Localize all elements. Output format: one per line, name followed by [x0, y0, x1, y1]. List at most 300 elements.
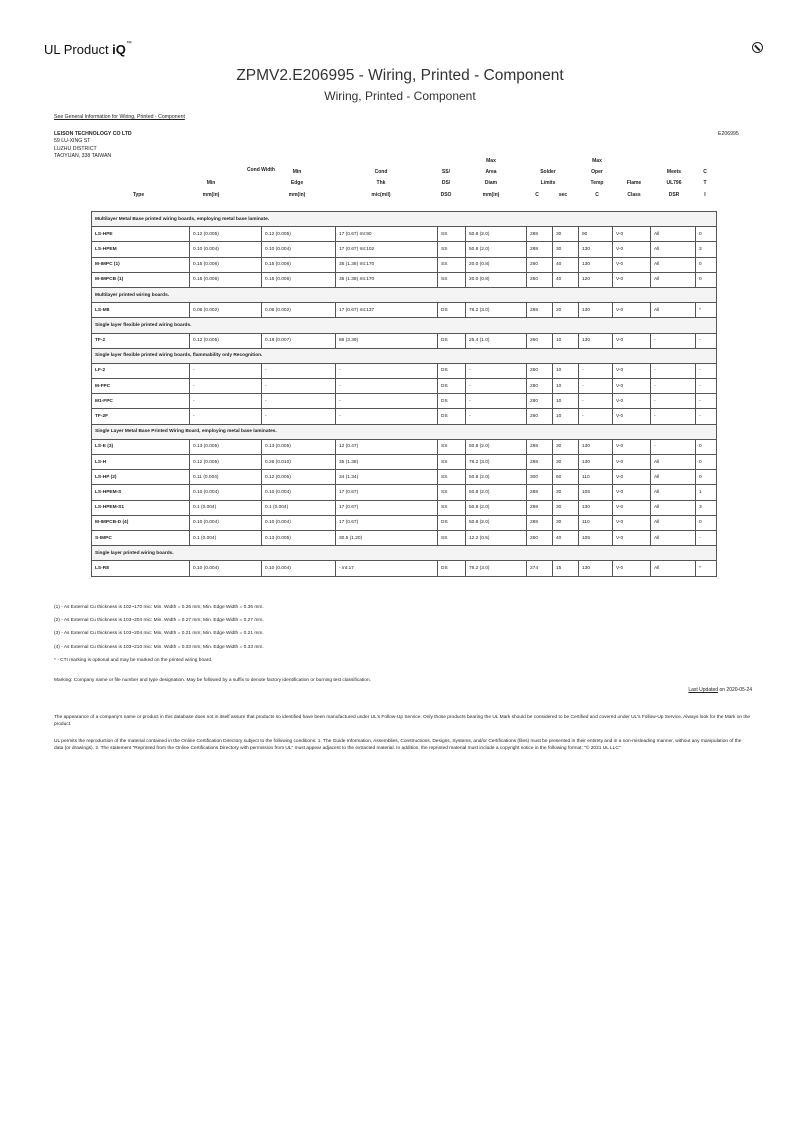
table-cell: 50.8 (2.0): [466, 470, 527, 485]
table-cell: 130: [579, 561, 613, 576]
table-cell: 35 (1.38) Int:170: [336, 272, 438, 287]
table-cell: DS: [438, 394, 466, 409]
table-cell: 35 (1.38): [336, 455, 438, 470]
table-cell: 0.18 (0.007): [262, 333, 336, 348]
table-cell: 0.12 (0.005): [262, 227, 336, 242]
table-cell: 130: [579, 333, 613, 348]
table-row: [92, 257, 717, 272]
page-subtitle: Wiring, Printed - Component: [324, 89, 476, 103]
table-cell: *: [696, 303, 717, 318]
table-cell: 105: [579, 485, 613, 500]
table-cell: 288: [527, 227, 553, 242]
company-address-line: 59 LU-XING ST: [54, 138, 91, 145]
table-cell: DS: [438, 363, 466, 378]
table-cell: -: [190, 379, 262, 394]
table-cell: DS: [438, 303, 466, 318]
table-cell: 0.10 (0.004): [262, 485, 336, 500]
table-cell: 0.15 (0.006): [262, 257, 336, 272]
table-cell: SS: [438, 257, 466, 272]
table-cell: -: [190, 394, 262, 409]
table-cell: -: [696, 333, 717, 348]
marking-text: Marking: Company name or file number and type designation. May be followed by a suffix to denote factory identification or burning test classification.: [54, 678, 371, 683]
table-row: [92, 530, 717, 545]
table-cell: - Int:17: [336, 561, 438, 576]
table-cell: All: [651, 257, 696, 272]
table-cell: 288: [527, 455, 553, 470]
table-cell: SS: [438, 485, 466, 500]
table-cell: 30: [553, 515, 579, 530]
type-cell: LS-M8: [92, 303, 190, 318]
table-cell: 0.10 (0.004): [190, 515, 262, 530]
table-cell: SS: [438, 272, 466, 287]
table-cell: 76.2 (3.0): [466, 455, 527, 470]
header-diam: Diam: [484, 180, 498, 186]
table-section-row: [92, 318, 717, 333]
table-cell: 25.4 (1.0): [466, 333, 527, 348]
table-cell: All: [651, 272, 696, 287]
table-cell: 0: [696, 455, 717, 470]
header-cond: Cond: [374, 169, 388, 175]
section-title: Multilayer Metal Base printed wiring boards, employing metal base laminate.: [92, 212, 717, 227]
table-cell: -: [336, 394, 438, 409]
table-cell: 288: [527, 242, 553, 257]
table-section-row: [92, 287, 717, 302]
table-cell: 10: [553, 379, 579, 394]
table-cell: -: [466, 379, 527, 394]
table-row: [92, 470, 717, 485]
table-cell: V-0: [613, 379, 651, 394]
header-cond-width: Cond Width: [246, 167, 275, 173]
table-cell: 20.0 (0.8): [466, 257, 527, 272]
table-row: [92, 515, 717, 530]
table-cell: 3: [696, 500, 717, 515]
table-cell: 17 (0.67) Int:90: [336, 227, 438, 242]
table-cell: 30: [553, 500, 579, 515]
table-cell: 130: [579, 455, 613, 470]
table-cell: All: [651, 485, 696, 500]
table-cell: 130: [579, 439, 613, 454]
table-cell: -: [651, 333, 696, 348]
table-cell: 260: [527, 530, 553, 545]
table-cell: 1: [696, 485, 717, 500]
section-title: Single layer flexible printed wiring boards.: [92, 318, 717, 333]
type-cell: M-FPC: [92, 379, 190, 394]
type-cell: LS-HP (2): [92, 470, 190, 485]
table-cell: DS: [438, 515, 466, 530]
type-cell: M-IMPC (1): [92, 257, 190, 272]
table-cell: 0.13 (0.005): [190, 439, 262, 454]
footnote: (4) - As External Cu thickness is 103~210 mic: Min. Width = 0.33 mm; Min. Edge Width = 0.33 mm.: [54, 644, 264, 650]
header-temp: Temp: [590, 180, 604, 186]
table-cell: SS: [438, 470, 466, 485]
table-cell: 0.12 (0.005): [190, 333, 262, 348]
brand-trademark: ™: [125, 41, 132, 47]
table-cell: 0.1 (0.004): [190, 500, 262, 515]
table-cell: 10: [553, 363, 579, 378]
table-cell: 30: [553, 485, 579, 500]
table-cell: V-0: [613, 409, 651, 424]
table-cell: 0.1 (0.004): [190, 530, 262, 545]
table-cell: 0.12 (0.005): [262, 470, 336, 485]
table-cell: 40: [553, 272, 579, 287]
table-row: [92, 242, 717, 257]
table-row: [92, 500, 717, 515]
table-cell: All: [651, 515, 696, 530]
brand-text: UL Product: [44, 42, 113, 57]
table-cell: 60: [553, 470, 579, 485]
table-row: [92, 455, 717, 470]
table-cell: -: [651, 379, 696, 394]
table-row: [92, 272, 717, 287]
header-dso: DSO: [440, 192, 452, 198]
table-cell: 20: [553, 303, 579, 318]
table-cell: -: [336, 363, 438, 378]
header-thk: Thk: [376, 180, 386, 186]
table-cell: V-0: [613, 257, 651, 272]
table-cell: 288: [527, 485, 553, 500]
table-cell: 130: [579, 242, 613, 257]
table-cell: 34 (1.34): [336, 470, 438, 485]
table-row: [92, 303, 717, 318]
footnote: (1) - As External Cu thickness is 102~170 mic: Min. Width = 0.26 mm; Min. Edge Width = 0.36 mm.: [54, 605, 264, 610]
table-cell: 40: [553, 530, 579, 545]
table-cell: 0.10 (0.004): [262, 242, 336, 257]
table-cell: 0.10 (0.004): [262, 561, 336, 576]
table-cell: All: [651, 227, 696, 242]
table-row: [92, 561, 717, 576]
table-cell: 17 (0.67): [336, 500, 438, 515]
header-max: Max: [486, 158, 496, 164]
last-updated-link[interactable]: Last Updated: [688, 687, 719, 693]
table-cell: 90: [579, 227, 613, 242]
table-cell: DS: [438, 409, 466, 424]
table-cell: SS: [438, 242, 466, 257]
table-cell: SS: [438, 227, 466, 242]
disclaimer-reproduction: UL permits the reproduction of the material contained in the Online Certification Directory subject to the following conditions: 1. The Guide Information, Assemblies, Constructions, Designs, Systems, and/or Certifications (files) must be presented in their entirety and in a non-misleading manner, without any manipulation of the data (or drawings). 2. The statement "Reprinted from the Online Certifications Directory with permission from UL" must appear adjacent to the extracted material. In addition, the reprinted material must include a copyright notice in the following format: "© 2021 UL LLC": [54, 739, 742, 751]
table-cell: 0.11 (0.004): [190, 470, 262, 485]
table-cell: V-0: [613, 500, 651, 515]
company-block: [54, 131, 132, 161]
table-section-row: [92, 212, 717, 227]
header-meets: Meets: [666, 169, 682, 175]
table-cell: 0.26 (0.010): [262, 455, 336, 470]
table-cell: 288: [527, 500, 553, 515]
table-row: [92, 409, 717, 424]
table-cell: 30: [553, 455, 579, 470]
section-title: Multilayer printed wiring boards.: [92, 287, 717, 302]
table-cell: 0.15 (0.006): [190, 257, 262, 272]
section-title: Single layer printed wiring boards.: [92, 546, 717, 561]
header-limits: Limits: [540, 180, 556, 186]
table-cell: SS: [438, 500, 466, 515]
table-cell: 0: [696, 272, 717, 287]
table-cell: -: [651, 363, 696, 378]
header-cti-t: T: [703, 180, 707, 186]
table-row: [92, 485, 717, 500]
header-min-edge: Min: [292, 169, 302, 175]
section-title: Single layer flexible printed wiring boards, flammability only Recognition.: [92, 348, 717, 363]
table-row: [92, 333, 717, 348]
table-cell: V-0: [613, 455, 651, 470]
table-cell: 10: [553, 394, 579, 409]
table-cell: DS: [438, 333, 466, 348]
footnote: (2) - As External Cu thickness is 103~204 mic: Min. Width = 0.27 mm; Min. Edge Width = 0.27 mm.: [54, 618, 264, 624]
table-cell: -: [579, 363, 613, 378]
table-cell: 0.1 (0.004): [262, 500, 336, 515]
table-header: [91, 158, 716, 212]
table-cell: DS: [438, 379, 466, 394]
table-cell: All: [651, 530, 696, 545]
table-section-row: [92, 424, 717, 439]
table-cell: DS: [438, 561, 466, 576]
table-cell: -: [336, 409, 438, 424]
header-flame: Flame: [626, 180, 642, 186]
table-cell: -: [696, 363, 717, 378]
table-cell: 50.8 (2.0): [466, 485, 527, 500]
type-cell: LS-R8: [92, 561, 190, 576]
table-cell: -: [579, 409, 613, 424]
table-cell: -: [696, 379, 717, 394]
table-cell: 300: [527, 470, 553, 485]
table-cell: All: [651, 242, 696, 257]
table-row: [92, 363, 717, 378]
table-cell: V-0: [613, 394, 651, 409]
table-cell: -: [651, 409, 696, 424]
type-cell: LS-HPEM-S1: [92, 500, 190, 515]
table-cell: -: [262, 394, 336, 409]
header-temp-c: C: [595, 192, 599, 198]
table-cell: 260: [527, 409, 553, 424]
table-row: [92, 379, 717, 394]
table-cell: All: [651, 303, 696, 318]
table-cell: V-0: [613, 439, 651, 454]
table-cell: 0.13 (0.005): [262, 439, 336, 454]
general-information-link[interactable]: See General Information for Wiring, Printed - Component: [54, 114, 185, 120]
page-title: ZPMV2.E206995 - Wiring, Printed - Component: [236, 67, 564, 84]
type-cell: LS-H: [92, 455, 190, 470]
table-cell: -: [579, 394, 613, 409]
table-cell: 110: [579, 470, 613, 485]
header-class: Class: [627, 192, 641, 198]
table-cell: 17 (0.67): [336, 485, 438, 500]
table-cell: 274: [527, 561, 553, 576]
table-cell: V-0: [613, 561, 651, 576]
table-cell: 130: [579, 257, 613, 272]
company-name: LEISON TECHNOLOGY CO LTD: [54, 131, 132, 137]
table-cell: 50.8 (2.0): [466, 242, 527, 257]
type-cell: LS-HPEM-S: [92, 485, 190, 500]
table-cell: 288: [527, 303, 553, 318]
header-area-unit: mm(in): [482, 192, 500, 198]
table-cell: -: [696, 409, 717, 424]
table-cell: V-0: [613, 530, 651, 545]
ul-circle-mark-icon: [752, 42, 763, 53]
header-thk-unit: mic(mil): [371, 192, 391, 198]
type-cell: TF-2F: [92, 409, 190, 424]
header-type: Type: [132, 192, 145, 198]
table-cell: 0.12 (0.005): [190, 455, 262, 470]
section-title: Single Layer Metal Base Printed Wiring Board, employing metal base laminates.: [92, 424, 717, 439]
table-cell: 288: [527, 439, 553, 454]
table-cell: V-0: [613, 272, 651, 287]
table-cell: -: [262, 379, 336, 394]
header-ss: SS/: [441, 169, 451, 175]
table-cell: 0: [696, 470, 717, 485]
table-cell: 3: [696, 242, 717, 257]
table-cell: 50.8 (2.0): [466, 227, 527, 242]
type-cell: M-IMPCB-D (4): [92, 515, 190, 530]
table-cell: 35 (1.38) Int:170: [336, 257, 438, 272]
table-section-row: [92, 348, 717, 363]
table-cell: V-0: [613, 242, 651, 257]
table-cell: 0.12 (0.005): [190, 227, 262, 242]
table-cell: 260: [527, 333, 553, 348]
table-row: [92, 439, 717, 454]
table-cell: All: [651, 561, 696, 576]
header-solder-c: C: [535, 192, 539, 198]
table-section-row: [92, 546, 717, 561]
company-address-line: TAOYUAN, 338 TAIWAN: [54, 153, 112, 160]
table-cell: 120: [579, 272, 613, 287]
table-cell: 50.8 (2.0): [466, 515, 527, 530]
table-cell: 30.5 (1.20): [336, 530, 438, 545]
table-cell: 0.10 (0.004): [190, 561, 262, 576]
table-cell: 130: [579, 500, 613, 515]
header-max-temp: Max: [592, 158, 602, 164]
file-number: E206995: [718, 131, 739, 137]
table-cell: -: [651, 439, 696, 454]
table-cell: 110: [579, 515, 613, 530]
table-cell: 30: [553, 242, 579, 257]
table-cell: 17 (0.67) Int:137: [336, 303, 438, 318]
table-cell: 12 (0.47): [336, 439, 438, 454]
header-dsr: DSR: [668, 192, 680, 198]
header-min-unit: mm(in): [202, 192, 220, 198]
table-cell: 50.8 (2.0): [466, 500, 527, 515]
table-cell: *: [696, 561, 717, 576]
table-cell: 86 (3.39): [336, 333, 438, 348]
table-cell: 0.13 (0.005): [262, 530, 336, 545]
table-cell: 76.2 (3.0): [466, 303, 527, 318]
table-cell: V-0: [613, 485, 651, 500]
type-cell: M1-FPC: [92, 394, 190, 409]
footnotes: [54, 601, 264, 667]
table-cell: V-0: [613, 515, 651, 530]
type-cell: LS-HPE: [92, 227, 190, 242]
company-address-line: LUZHU DISTRICT: [54, 145, 97, 152]
brand-bold: iQ: [112, 42, 126, 57]
table-cell: 76.2 (3.0): [466, 561, 527, 576]
brand-logo[interactable]: [44, 42, 132, 57]
table-cell: 10: [553, 333, 579, 348]
table-cell: 10: [553, 409, 579, 424]
type-cell: S-IMPC: [92, 530, 190, 545]
table-cell: -: [579, 379, 613, 394]
table-cell: V-0: [613, 363, 651, 378]
table-cell: 0: [696, 257, 717, 272]
table-cell: All: [651, 470, 696, 485]
footnote: * - CTI marking is optional and may be marked on the printed wiring board.: [54, 657, 213, 663]
table-cell: 15: [553, 561, 579, 576]
type-cell: LS-HPEM: [92, 242, 190, 257]
header-cti-i: I: [704, 192, 706, 198]
table-cell: -: [651, 394, 696, 409]
header-edge-unit: mm(in): [288, 192, 306, 198]
type-cell: LS-E (3): [92, 439, 190, 454]
table-cell: -: [696, 530, 717, 545]
table-cell: 17 (0.67): [336, 515, 438, 530]
component-table: [91, 211, 717, 577]
table-cell: 0.10 (0.004): [190, 242, 262, 257]
table-cell: -: [466, 363, 527, 378]
table-cell: All: [651, 500, 696, 515]
last-updated: [688, 687, 752, 693]
header-solder: Solder: [540, 169, 556, 175]
header-ul796: UL796: [666, 180, 682, 186]
table-cell: -: [262, 363, 336, 378]
table-cell: 260: [527, 272, 553, 287]
table-row: [92, 227, 717, 242]
table-cell: 30: [553, 227, 579, 242]
table-cell: 260: [527, 257, 553, 272]
table-cell: All: [651, 455, 696, 470]
table-cell: 0.06 (0.002): [262, 303, 336, 318]
header-solder-sec: sec: [558, 192, 568, 198]
table-cell: 130: [579, 303, 613, 318]
table-cell: 0.15 (0.006): [190, 272, 262, 287]
table-cell: V-0: [613, 303, 651, 318]
table-cell: -: [190, 363, 262, 378]
table-cell: 0.06 (0.002): [190, 303, 262, 318]
table-cell: 0.10 (0.004): [262, 515, 336, 530]
table-cell: 50.8 (2.0): [466, 439, 527, 454]
table-cell: 105: [579, 530, 613, 545]
table-cell: V-0: [613, 333, 651, 348]
type-cell: TF-2: [92, 333, 190, 348]
table-cell: 40: [553, 257, 579, 272]
header-oper: Oper: [591, 169, 603, 175]
table-cell: SS: [438, 455, 466, 470]
table-row: [92, 394, 717, 409]
disclaimer-followup: The appearance of a company's name or product in this database does not in itself assure that products so identified have been manufactured under UL's Follow-Up Service. Only those products bearing the UL Mark should be considered to be Certified and covered under UL's Follow-Up Service. Always look for the Mark on the product.: [54, 715, 751, 727]
type-cell: LF-2: [92, 363, 190, 378]
table-cell: -: [336, 379, 438, 394]
table-cell: V-0: [613, 227, 651, 242]
header-ds: DS/: [441, 180, 451, 186]
table-cell: 260: [527, 363, 553, 378]
table-cell: 288: [527, 515, 553, 530]
table-cell: 280: [527, 379, 553, 394]
table-cell: -: [696, 394, 717, 409]
table-cell: 280: [527, 394, 553, 409]
table-cell: 0: [696, 439, 717, 454]
footnote: (3) - As External Cu thickness is 103~204 mic: Min. Width = 0.21 mm; Min. Edge Width = 0.21 mm.: [54, 631, 264, 637]
table-cell: 0: [696, 227, 717, 242]
header-min: Min: [206, 180, 216, 186]
header-edge: Edge: [290, 180, 304, 186]
header-area: Area: [485, 169, 497, 175]
type-cell: M-IMPCB (1): [92, 272, 190, 287]
table-cell: 0.15 (0.006): [262, 272, 336, 287]
table-cell: 17 (0.67) Int:102: [336, 242, 438, 257]
table-cell: 12.2 (0.5): [466, 530, 527, 545]
table-cell: SS: [438, 439, 466, 454]
table-cell: 0: [696, 515, 717, 530]
last-updated-date: on 2020-05-24: [718, 687, 752, 693]
table-cell: -: [466, 394, 527, 409]
table-cell: V-0: [613, 470, 651, 485]
table-cell: SS: [438, 530, 466, 545]
